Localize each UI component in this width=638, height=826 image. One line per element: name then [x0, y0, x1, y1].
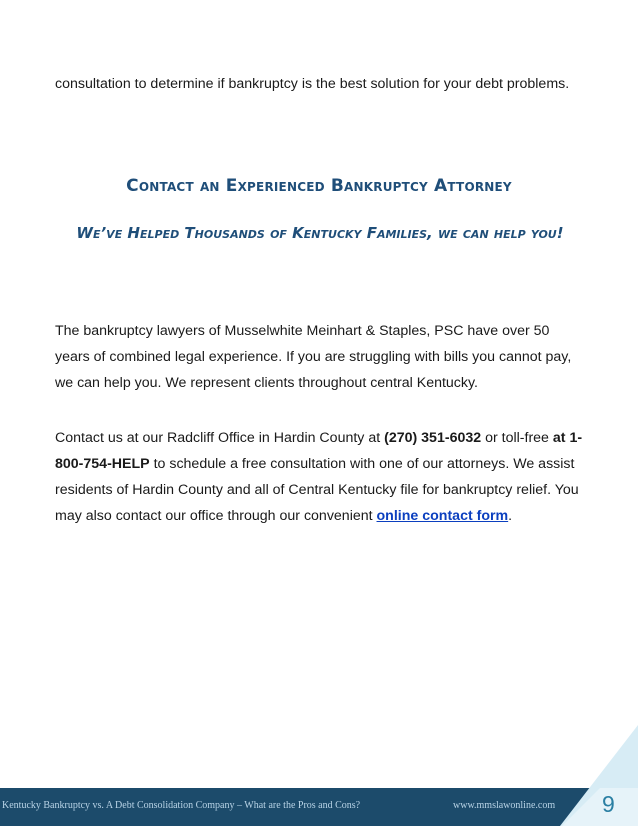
- contact-text-1: Contact us at our Radcliff Office in Hardin County at: [55, 430, 385, 446]
- footer-url: www.mmslawonline.com: [453, 800, 556, 811]
- contact-text-4: .: [508, 508, 513, 524]
- firm-paragraph: The bankruptcy lawyers of Musselwhite Meinhart & Staples, PSC have over 50 years of combined legal experience. If you are struggling with bills you cannot pay, we can help you. We represent clients throughout central Kentucky.: [55, 323, 572, 391]
- page-number: 9: [602, 791, 615, 817]
- contact-paragraph: [55, 425, 585, 529]
- contact-text-3: to schedule a free consultation with one of our attorneys. We assist residents of Hardin County and all of Central Kentucky file for bankruptcy relief. You may also contact our office through our convenient: [55, 456, 579, 524]
- radcliff-phone: (270) 351-6032: [384, 430, 482, 446]
- contact-text-2: or toll-free: [481, 430, 553, 446]
- subheading: [55, 214, 585, 252]
- subheading-text: We’ve Helped Thousands of Kentucky Families, we can help you!: [76, 224, 564, 242]
- online-contact-form-link[interactable]: online contact form: [376, 508, 509, 524]
- contact-heading: [0, 176, 638, 196]
- intro-paragraph: consultation to determine if bankruptcy is the best solution for your debt problems.: [55, 76, 570, 92]
- corner-decoration: [560, 725, 638, 826]
- footer-title: Kentucky Bankruptcy vs. A Debt Consolidation Company – What are the Pros and Cons?: [2, 800, 361, 811]
- tollfree-phone: at 1-800-754-HELP: [55, 430, 583, 472]
- contact-heading-text: Contact an Experienced Bankruptcy Attorney: [126, 176, 512, 196]
